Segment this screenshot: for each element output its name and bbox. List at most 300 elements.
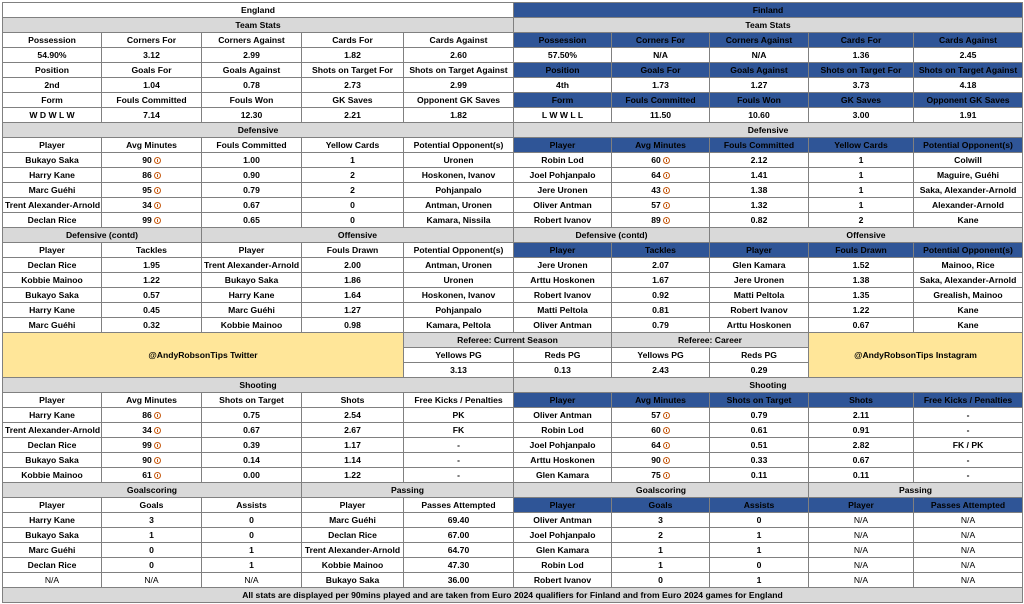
finland-stat-v3 bbox=[612, 108, 710, 123]
referee-career-label bbox=[612, 333, 809, 348]
finland-stat-v3-text: 11.50 bbox=[649, 110, 672, 120]
england-goals-cell-text: 1 bbox=[249, 560, 254, 570]
england-title bbox=[3, 3, 514, 18]
england-goals-cell bbox=[3, 543, 102, 558]
finland-goals-cell bbox=[612, 528, 710, 543]
finland-goals-cell bbox=[612, 543, 710, 558]
finland-def-cell bbox=[914, 168, 1023, 183]
referee-current-yellows-text: 3.13 bbox=[450, 365, 467, 375]
referee-current-reds bbox=[514, 363, 612, 378]
finland-goals-cell bbox=[710, 528, 809, 543]
england-stat-v3-text: 1.82 bbox=[450, 110, 467, 120]
england-defc-header bbox=[3, 243, 102, 258]
england-off-header bbox=[202, 243, 302, 258]
finland-pass-cell-text: N/A bbox=[853, 545, 869, 555]
defc-off-section bbox=[3, 228, 1023, 243]
england-goals-cell bbox=[202, 558, 302, 573]
finland-shoot-cell-text: 0.79 bbox=[750, 410, 768, 420]
finland-stat-h2 bbox=[514, 63, 612, 78]
finland-def-player bbox=[514, 213, 612, 228]
england-goals-cell-text: 0 bbox=[249, 515, 254, 525]
finland-shoot-cell-text: 0.91 bbox=[852, 425, 870, 435]
finland-goals-cell-text: 0 bbox=[756, 515, 762, 525]
england-def-cell-text: Pohjanpalo bbox=[435, 185, 482, 195]
finland-goals-header-text: Assists bbox=[743, 500, 775, 510]
england-stat-v1-text: 54.90% bbox=[37, 50, 67, 60]
england-stat-v2 bbox=[404, 78, 514, 93]
england-shoot-header-text: Player bbox=[39, 395, 65, 405]
shooting-row bbox=[3, 468, 1023, 483]
england-off-cell bbox=[202, 318, 302, 333]
england-pass-cell bbox=[302, 513, 404, 528]
england-stat-v3-text: 7.14 bbox=[143, 110, 160, 120]
finland-shooting-label-text: Shooting bbox=[749, 380, 787, 390]
finland-defc-player bbox=[514, 318, 612, 333]
england-stat-h1 bbox=[102, 33, 202, 48]
defensive-row bbox=[3, 153, 1023, 168]
england-off-cell bbox=[302, 318, 404, 333]
finland-off-cell bbox=[710, 258, 809, 273]
finland-def-cell-text: 1 bbox=[858, 200, 864, 210]
finland-stat-v2 bbox=[710, 78, 809, 93]
defensive-section bbox=[3, 123, 1023, 138]
finland-shoot-cell-text: - bbox=[966, 455, 970, 465]
england-shoot-header bbox=[302, 393, 404, 408]
stopwatch-icon bbox=[154, 427, 161, 434]
finland-def-player-text: Joel Pohjanpalo bbox=[529, 170, 596, 180]
england-stat-v1-text: 1.82 bbox=[344, 50, 361, 60]
england-shoot-player-text: Harry Kane bbox=[29, 410, 75, 420]
england-def-cell-text: 2 bbox=[350, 185, 355, 195]
finland-def-minutes-text: 60 bbox=[651, 155, 661, 165]
finland-goals-cell bbox=[514, 513, 612, 528]
england-shoot-minutes-text: 34 bbox=[142, 425, 152, 435]
england-def-header bbox=[102, 138, 202, 153]
finland-stat-v2 bbox=[514, 78, 612, 93]
finland-def-cell-text: 1.38 bbox=[750, 185, 768, 195]
england-stat-h3 bbox=[102, 93, 202, 108]
finland-stat-v3 bbox=[914, 108, 1023, 123]
england-title-text: England bbox=[241, 5, 275, 15]
finland-stat-v3-text: 1.91 bbox=[959, 110, 977, 120]
england-stat-v3 bbox=[3, 108, 102, 123]
england-shoot-minutes-text: 90 bbox=[142, 455, 152, 465]
finland-shoot-player-text: Joel Pohjanpalo bbox=[529, 440, 596, 450]
england-defc-header-text: Tackles bbox=[136, 245, 167, 255]
england-def-cell-text: 0 bbox=[350, 200, 355, 210]
england-def-player-text: Marc Guéhi bbox=[28, 185, 76, 195]
england-shoot-cell bbox=[302, 468, 404, 483]
finland-shoot-minutes bbox=[612, 468, 710, 483]
england-stat-h2-text: Goals For bbox=[131, 65, 172, 75]
england-shoot-minutes bbox=[102, 468, 202, 483]
finland-off-header-text: Potential Opponent(s) bbox=[923, 245, 1013, 255]
finland-goals-cell-text: 2 bbox=[658, 530, 663, 540]
finland-off-header bbox=[710, 243, 809, 258]
finland-def-cell bbox=[710, 168, 809, 183]
finland-stat-v3 bbox=[710, 108, 809, 123]
finland-goals-cell bbox=[710, 513, 809, 528]
stopwatch-icon bbox=[154, 217, 161, 224]
finland-shoot-player bbox=[514, 438, 612, 453]
england-shoot-player bbox=[3, 438, 102, 453]
finland-stat-h2 bbox=[612, 63, 710, 78]
finland-def-cell-text: 2.12 bbox=[750, 155, 768, 165]
england-pass-cell-text: Trent Alexander-Arnold bbox=[304, 545, 401, 555]
finland-stat-h2-text: Position bbox=[545, 65, 580, 75]
finland-off-cell-text: Robert Ivanov bbox=[730, 305, 788, 315]
england-off-cell-text: 1.64 bbox=[344, 290, 361, 300]
finland-goals-cell-text: 1 bbox=[756, 545, 762, 555]
england-defc-tackles bbox=[102, 303, 202, 318]
finland-stat-v3-text: L W W L L bbox=[541, 110, 584, 120]
england-def-header-text: Player bbox=[39, 140, 65, 150]
finland-goals-header bbox=[612, 498, 710, 513]
england-defc-tackles-text: 1.22 bbox=[143, 275, 160, 285]
england-pass-header-text: Passes Attempted bbox=[421, 500, 496, 510]
finland-shoot-header-text: Free Kicks / Penalties bbox=[923, 395, 1013, 405]
england-pass-cell-text: 67.00 bbox=[447, 530, 470, 540]
goals-pass-row bbox=[3, 528, 1023, 543]
england-stat-v2-text: 2.99 bbox=[450, 80, 467, 90]
england-def-cell bbox=[404, 198, 514, 213]
england-stat-h3-text: Form bbox=[41, 95, 63, 105]
england-goals-cell-text: 0 bbox=[249, 530, 254, 540]
england-stat-v2 bbox=[3, 78, 102, 93]
england-stat-v2 bbox=[202, 78, 302, 93]
england-goals-cell bbox=[3, 513, 102, 528]
finland-defc-tackles-text: 0.81 bbox=[652, 305, 669, 315]
stopwatch-icon bbox=[154, 412, 161, 419]
england-def-cell-text: Kamara, Nissila bbox=[426, 215, 491, 225]
england-off-cell bbox=[302, 303, 404, 318]
england-goals-header-text: Goals bbox=[139, 500, 164, 510]
finland-shoot-player-text: Robin Lod bbox=[541, 425, 584, 435]
referee-career-reds-text: 0.29 bbox=[750, 365, 768, 375]
england-shoot-cell-text: 0.39 bbox=[243, 440, 260, 450]
england-pass-cell bbox=[404, 573, 514, 588]
england-goals-cell-text: 3 bbox=[149, 515, 154, 525]
england-off-cell-text: Harry Kane bbox=[228, 290, 275, 300]
england-off-cell-text: Bukayo Saka bbox=[224, 275, 279, 285]
england-shooting-label-text: Shooting bbox=[239, 380, 277, 390]
team-stats-row bbox=[3, 108, 1023, 123]
finland-stat-h2-text: Shots on Target Against bbox=[918, 65, 1018, 75]
finland-off-cell bbox=[809, 303, 914, 318]
defensive-row bbox=[3, 168, 1023, 183]
england-pass-cell-text: Declan Rice bbox=[328, 530, 377, 540]
england-def-cell bbox=[302, 213, 404, 228]
england-def-player-text: Harry Kane bbox=[29, 170, 75, 180]
finland-stat-v1 bbox=[914, 48, 1023, 63]
england-defc-player-text: Bukayo Saka bbox=[25, 290, 79, 300]
finland-goals-header bbox=[710, 498, 809, 513]
finland-goals-cell-text: 1 bbox=[756, 575, 762, 585]
finland-stat-h2 bbox=[914, 63, 1023, 78]
finland-goals-cell bbox=[514, 573, 612, 588]
england-pass-cell-text: 64.70 bbox=[447, 545, 470, 555]
england-off-cell-text: 0.98 bbox=[344, 320, 361, 330]
england-off-label-text: Offensive bbox=[337, 230, 378, 240]
finland-defc-label bbox=[514, 228, 710, 243]
england-def-header bbox=[3, 138, 102, 153]
finland-stat-v1 bbox=[612, 48, 710, 63]
england-stat-h2 bbox=[3, 63, 102, 78]
team-stats-section bbox=[3, 18, 1023, 33]
finland-def-cell bbox=[710, 198, 809, 213]
england-shoot-cell bbox=[302, 438, 404, 453]
finland-shoot-player bbox=[514, 468, 612, 483]
finland-def-cell-text: Alexander-Arnold bbox=[931, 200, 1005, 210]
finland-def-minutes-text: 43 bbox=[651, 185, 661, 195]
finland-off-cell-text: 1.22 bbox=[852, 305, 870, 315]
finland-def-cell-text: 0.82 bbox=[750, 215, 768, 225]
finland-defc-header-text: Player bbox=[549, 245, 576, 255]
finland-shoot-header bbox=[612, 393, 710, 408]
defc-off-row bbox=[3, 303, 1023, 318]
finland-stat-v2 bbox=[612, 78, 710, 93]
finland-shoot-header-text: Shots on Target bbox=[726, 395, 792, 405]
england-defc-label bbox=[3, 228, 202, 243]
england-shoot-cell-text: 2.67 bbox=[344, 425, 361, 435]
finland-stat-v3-text: 10.60 bbox=[748, 110, 770, 120]
referee-yellows-header bbox=[404, 348, 514, 363]
finland-stat-h1 bbox=[914, 33, 1023, 48]
finland-stat-v1 bbox=[710, 48, 809, 63]
finland-shoot-cell-text: 0.11 bbox=[750, 470, 768, 480]
england-off-header-text: Fouls Drawn bbox=[326, 245, 379, 255]
finland-goals-cell-text: 1 bbox=[658, 560, 663, 570]
finland-goals-header-text: Player bbox=[549, 500, 576, 510]
finland-off-cell bbox=[809, 273, 914, 288]
finland-off-header-text: Fouls Drawn bbox=[835, 245, 887, 255]
england-defc-player bbox=[3, 288, 102, 303]
england-goals-cell bbox=[202, 543, 302, 558]
england-def-player bbox=[3, 198, 102, 213]
finland-shoot-minutes bbox=[612, 408, 710, 423]
england-stat-h1-text: Cards For bbox=[332, 35, 373, 45]
finland-stat-h3 bbox=[809, 93, 914, 108]
england-pass-cell bbox=[404, 543, 514, 558]
england-off-cell-text: Trent Alexander-Arnold bbox=[204, 260, 300, 270]
england-def-cell-text: Hoskonen, Ivanov bbox=[421, 170, 496, 180]
goals-pass-section bbox=[3, 483, 1023, 498]
finland-stat-v3 bbox=[809, 108, 914, 123]
england-defc-player-text: Marc Guéhi bbox=[28, 320, 76, 330]
finland-goals-header bbox=[514, 498, 612, 513]
england-off-cell-text: 1.27 bbox=[344, 305, 361, 315]
england-off-cell bbox=[404, 273, 514, 288]
defc-off-row bbox=[3, 258, 1023, 273]
england-goals-cell-text: Declan Rice bbox=[27, 560, 77, 570]
finland-def-player-text: Oliver Antman bbox=[533, 200, 592, 210]
england-shoot-cell bbox=[404, 438, 514, 453]
finland-shoot-minutes bbox=[612, 423, 710, 438]
england-shoot-cell-text: - bbox=[457, 470, 460, 480]
england-shoot-player bbox=[3, 453, 102, 468]
england-off-cell bbox=[302, 273, 404, 288]
finland-shoot-cell-text: 0.61 bbox=[750, 425, 768, 435]
finland-stat-h3-text: Form bbox=[551, 95, 574, 105]
finland-defc-tackles bbox=[612, 318, 710, 333]
referee-career-yellows-header bbox=[612, 348, 710, 363]
england-def-cell bbox=[202, 183, 302, 198]
finland-shoot-header-text: Shots bbox=[849, 395, 873, 405]
england-goals-cell bbox=[202, 528, 302, 543]
finland-def-cell-text: Maguire, Guéhi bbox=[936, 170, 1000, 180]
finland-shoot-player-text: Glen Kamara bbox=[535, 470, 590, 480]
instagram-promo bbox=[809, 333, 1023, 378]
finland-goals-cell-text: 0 bbox=[658, 575, 663, 585]
finland-shoot-cell bbox=[914, 468, 1023, 483]
england-goals-header bbox=[3, 498, 102, 513]
finland-off-cell bbox=[710, 273, 809, 288]
finland-stat-h3 bbox=[612, 93, 710, 108]
england-stat-v2-text: 1.04 bbox=[143, 80, 160, 90]
finland-shoot-minutes bbox=[612, 438, 710, 453]
england-shoot-cell bbox=[202, 468, 302, 483]
finland-goals-label bbox=[514, 483, 809, 498]
england-pass-cell bbox=[302, 543, 404, 558]
england-shoot-player bbox=[3, 408, 102, 423]
stopwatch-icon bbox=[154, 187, 161, 194]
finland-def-player-text: Robert Ivanov bbox=[533, 215, 592, 225]
finland-off-cell bbox=[914, 273, 1023, 288]
finland-pass-cell-text: N/A bbox=[853, 530, 869, 540]
england-shoot-cell bbox=[404, 408, 514, 423]
referee-reds-header-text: Reds PG bbox=[544, 350, 581, 360]
finland-def-cell bbox=[809, 183, 914, 198]
england-def-minutes bbox=[102, 153, 202, 168]
england-def-cell bbox=[202, 168, 302, 183]
england-def-cell-text: 0 bbox=[350, 215, 355, 225]
finland-def-header-text: Yellow Cards bbox=[834, 140, 888, 150]
finland-def-header-text: Avg Minutes bbox=[635, 140, 686, 150]
england-defensive-label-text: Defensive bbox=[237, 125, 279, 135]
finland-defc-player-text: Arttu Hoskonen bbox=[530, 275, 595, 285]
finland-def-minutes-text: 57 bbox=[651, 200, 661, 210]
england-shoot-header bbox=[404, 393, 514, 408]
england-stat-v2-text: 2nd bbox=[44, 80, 60, 90]
england-goals-cell bbox=[3, 573, 102, 588]
england-stat-h3 bbox=[404, 93, 514, 108]
stopwatch-icon bbox=[154, 472, 161, 479]
england-off-header bbox=[404, 243, 514, 258]
referee-career-reds-header-text: Reds PG bbox=[741, 350, 777, 360]
referee-current-label-text: Referee: Current Season bbox=[457, 335, 558, 345]
finland-off-cell bbox=[710, 318, 809, 333]
finland-shoot-header-text: Player bbox=[549, 395, 576, 405]
england-stat-h2-text: Shots on Target Against bbox=[409, 65, 508, 75]
finland-goals-cell bbox=[612, 573, 710, 588]
england-pass-cell-text: Bukayo Saka bbox=[325, 575, 380, 585]
defensive-row bbox=[3, 213, 1023, 228]
finland-shoot-cell bbox=[809, 438, 914, 453]
england-shoot-cell bbox=[202, 453, 302, 468]
england-defc-tackles-text: 0.32 bbox=[143, 320, 160, 330]
england-def-header bbox=[302, 138, 404, 153]
finland-goals-cell bbox=[710, 543, 809, 558]
finland-shoot-header-text: Avg Minutes bbox=[635, 395, 686, 405]
england-defc-label-text: Defensive (contd) bbox=[65, 230, 139, 240]
england-goals-cell bbox=[202, 513, 302, 528]
finland-def-cell-text: 1 bbox=[858, 170, 864, 180]
finland-off-cell bbox=[914, 318, 1023, 333]
england-pass-header bbox=[404, 498, 514, 513]
england-shoot-player-text: Declan Rice bbox=[27, 440, 77, 450]
england-def-player-text: Declan Rice bbox=[27, 215, 77, 225]
finland-shoot-player-text: Oliver Antman bbox=[533, 410, 592, 420]
finland-title-text: Finland bbox=[752, 5, 784, 15]
finland-def-cell bbox=[914, 183, 1023, 198]
finland-stat-h2 bbox=[710, 63, 809, 78]
england-stat-h1-text: Corners Against bbox=[218, 35, 285, 45]
england-shoot-cell-text: FK bbox=[452, 425, 465, 435]
defc-off-row bbox=[3, 288, 1023, 303]
england-def-minutes-text: 95 bbox=[142, 185, 152, 195]
finland-goals-cell-text: 1 bbox=[756, 530, 762, 540]
finland-stat-h3 bbox=[914, 93, 1023, 108]
england-pass-cell bbox=[302, 558, 404, 573]
england-def-cell-text: 0.67 bbox=[243, 200, 260, 210]
twitter-promo-text: @AndyRobsonTips Twitter bbox=[148, 350, 258, 360]
goals-pass-header-row bbox=[3, 498, 1023, 513]
stopwatch-icon bbox=[154, 442, 161, 449]
finland-shoot-minutes-text: 64 bbox=[651, 440, 661, 450]
england-defc-player bbox=[3, 273, 102, 288]
finland-defc-tackles bbox=[612, 303, 710, 318]
finland-shoot-minutes-text: 57 bbox=[651, 410, 661, 420]
england-defc-tackles bbox=[102, 318, 202, 333]
england-stat-v3 bbox=[302, 108, 404, 123]
england-def-header-text: Fouls Committed bbox=[216, 140, 287, 150]
finland-stat-v3-text: 3.00 bbox=[852, 110, 870, 120]
finland-def-cell bbox=[809, 198, 914, 213]
finland-defc-header bbox=[514, 243, 612, 258]
england-defc-tackles bbox=[102, 273, 202, 288]
england-goals-cell-text: 1 bbox=[249, 545, 254, 555]
finland-def-cell bbox=[809, 153, 914, 168]
england-shoot-minutes bbox=[102, 423, 202, 438]
england-goals-cell bbox=[102, 543, 202, 558]
england-pass-cell-text: 47.30 bbox=[447, 560, 470, 570]
finland-defc-player bbox=[514, 303, 612, 318]
stopwatch-icon bbox=[663, 217, 670, 224]
finland-shoot-cell-text: 2.11 bbox=[852, 410, 870, 420]
england-def-minutes-text: 86 bbox=[142, 170, 152, 180]
finland-shoot-cell-text: 2.82 bbox=[852, 440, 870, 450]
finland-def-cell bbox=[914, 198, 1023, 213]
finland-def-cell-text: 2 bbox=[858, 215, 864, 225]
england-defc-player-text: Kobbie Mainoo bbox=[21, 275, 83, 285]
finland-defc-label-text: Defensive (contd) bbox=[575, 230, 648, 240]
finland-goals-cell bbox=[514, 558, 612, 573]
finland-off-cell-text: Arttu Hoskonen bbox=[726, 320, 792, 330]
england-pass-cell bbox=[302, 573, 404, 588]
goals-pass-row bbox=[3, 513, 1023, 528]
finland-title bbox=[514, 3, 1023, 18]
england-pass-cell-text: Kobbie Mainoo bbox=[321, 560, 384, 570]
finland-stat-h1 bbox=[710, 33, 809, 48]
team-stats-row bbox=[3, 78, 1023, 93]
england-team-stats-label-text: Team Stats bbox=[235, 20, 281, 30]
finland-off-cell-text: Matti Peltola bbox=[733, 290, 785, 300]
finland-off-cell bbox=[710, 303, 809, 318]
finland-shoot-cell bbox=[914, 423, 1023, 438]
england-def-player-text: Trent Alexander-Arnold bbox=[5, 200, 101, 210]
england-goals-cell-text: N/A bbox=[144, 575, 159, 585]
england-off-cell-text: 2.00 bbox=[344, 260, 361, 270]
